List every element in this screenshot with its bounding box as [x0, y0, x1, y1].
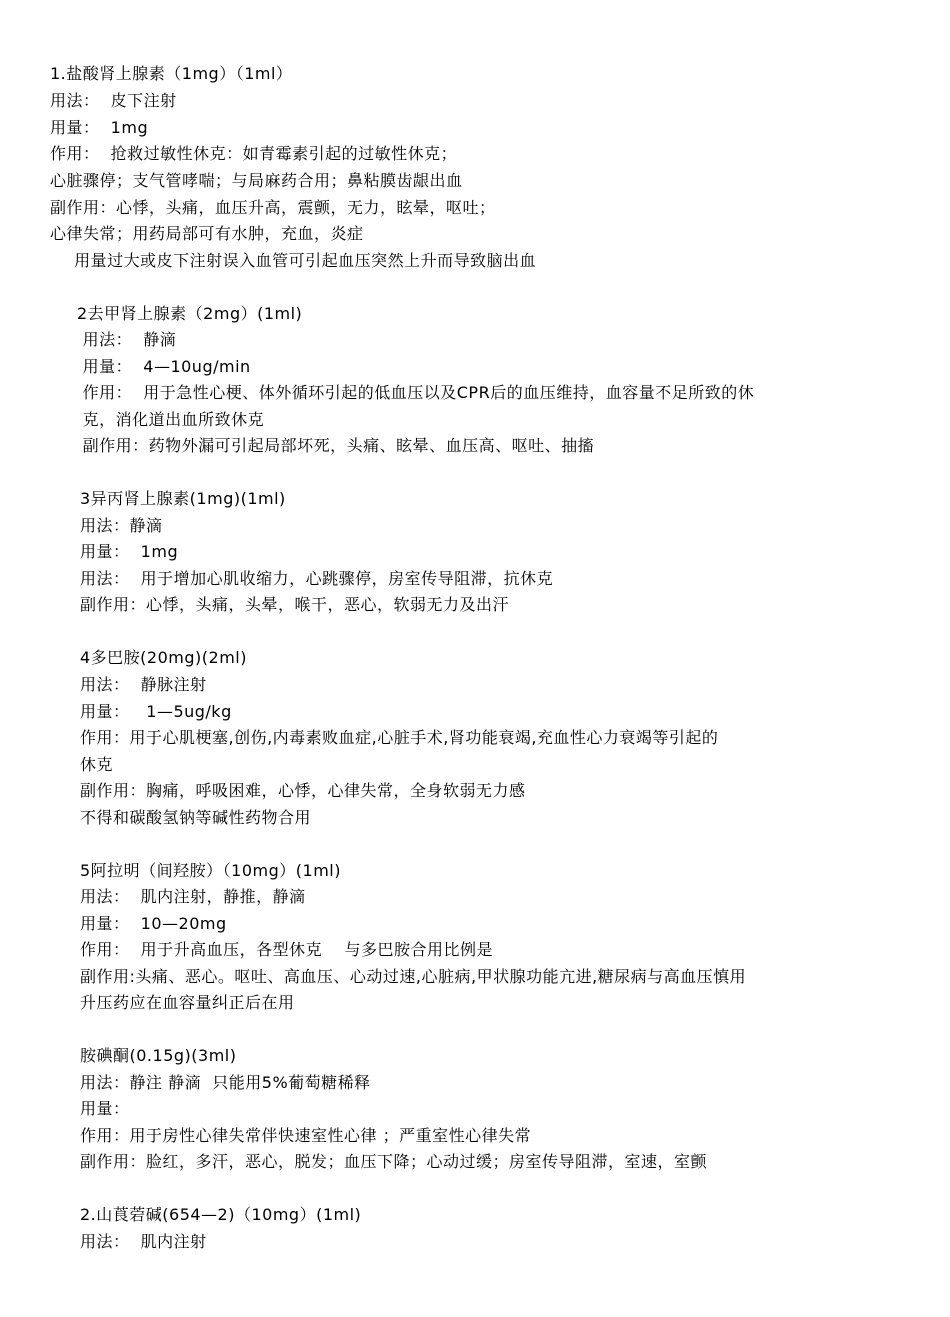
side-effect-line: 副作用：脸红，多汗，恶心，脱发；血压下降；心动过缓；房室传导阻滞，室速，室颤 [80, 1152, 708, 1171]
effect-line: 用法： 用于增加心肌收缩力，心跳骤停，房室传导阻滞，抗休克 [80, 569, 554, 588]
caution-line: 不得和碳酸氢钠等碱性药物合用 [80, 808, 312, 827]
effect-line: 作用：用于房性心律失常伴快速室性心律 ；严重室性心律失常 [80, 1126, 532, 1145]
note-line: 升压药应在血容量纠正后在用 [80, 993, 295, 1012]
usage-line: 用法：静滴 [80, 516, 163, 535]
effect-line: 作用：用于心肌梗塞,创伤,内毒素败血症,心脏手术,肾功能衰竭,充血性心力衰竭等引起的 [80, 728, 719, 747]
dosage-line: 用量： 10—20mg [80, 914, 227, 933]
heading-dopamine: 4多巴胺(20mg)(2ml) [80, 648, 247, 667]
usage-line: 用法： 静滴 [77, 330, 177, 349]
side-effect-line: 副作用:头痛、恶心。呕吐、高血压、心动过速,心脏病,甲状腺功能亢进,糖尿病与高血压慎用 [80, 967, 747, 986]
usage-line: 用法： 肌内注射，静推，静滴 [80, 887, 306, 906]
heading-amiodarone: 胺碘酮(0.15g)(3ml) [80, 1046, 237, 1065]
side-effect-line: 副作用：心悸，头痛，血压升高，震颤，无力，眩晕，呕吐； [50, 198, 496, 217]
effect-line-cont: 克，消化道出血所致休克 [77, 410, 265, 429]
note-line: 用量过大或皮下注射误入血管可引起血压突然上升而导致脑出血 [63, 251, 537, 270]
dosage-line: 用量： [80, 1099, 130, 1118]
dosage-line: 用量： 1mg [50, 118, 149, 137]
usage-line: 用法： 肌内注射 [80, 1232, 207, 1251]
usage-line: 用法：静注 静滴 只能用5%葡萄糖稀释 [80, 1073, 371, 1092]
effect-line: 作用： 抢救过敏性休克：如青霉素引起的过敏性休克； [50, 144, 458, 163]
side-effect-line: 副作用：药物外漏可引起局部坏死，头痛、眩晕、血压高、呕吐、抽搐 [77, 436, 595, 455]
dosage-line: 用量： 4—10ug/min [77, 357, 251, 376]
side-effect-line-cont: 心律失常；用药局部可有水肿，充血，炎症 [50, 224, 364, 243]
usage-line: 用法： 静脉注射 [80, 675, 207, 694]
heading-metaraminol: 5阿拉明（间羟胺）（10mg）(1ml) [80, 861, 341, 880]
effect-line: 作用： 用于升高血压，各型休克 与多巴胺合用比例是 [80, 940, 494, 959]
usage-line: 用法： 皮下注射 [50, 91, 177, 110]
dosage-line: 用量： 1mg [80, 542, 179, 561]
heading-epinephrine: 1.盐酸肾上腺素（1mg）（1ml） [50, 64, 293, 83]
side-effect-line: 副作用：心悸，头痛，头晕，喉干，恶心，软弱无力及出汗 [80, 595, 510, 614]
effect-line: 作用： 用于急性心梗、体外循环引起的低血压以及CPR后的血压维持，血容量不足所致的休 [77, 383, 755, 402]
dosage-line: 用量： 1—5ug/kg [80, 702, 232, 721]
heading-anisodamine: 2.山莨菪碱(654—2)（10mg）(1ml) [80, 1205, 362, 1224]
effect-line-cont: 休克 [80, 755, 114, 774]
side-effect-line: 副作用：胸痛，呼吸困难，心悸，心律失常，全身软弱无力感 [80, 781, 526, 800]
effect-line-cont: 心脏骤停；支气管哮喘；与局麻药合用；鼻粘膜齿龈出血 [50, 171, 463, 190]
heading-norepinephrine: 2去甲肾上腺素（2mg）(1ml) [77, 304, 303, 323]
heading-isoprenaline: 3异丙肾上腺素(1mg)(1ml) [80, 489, 286, 508]
